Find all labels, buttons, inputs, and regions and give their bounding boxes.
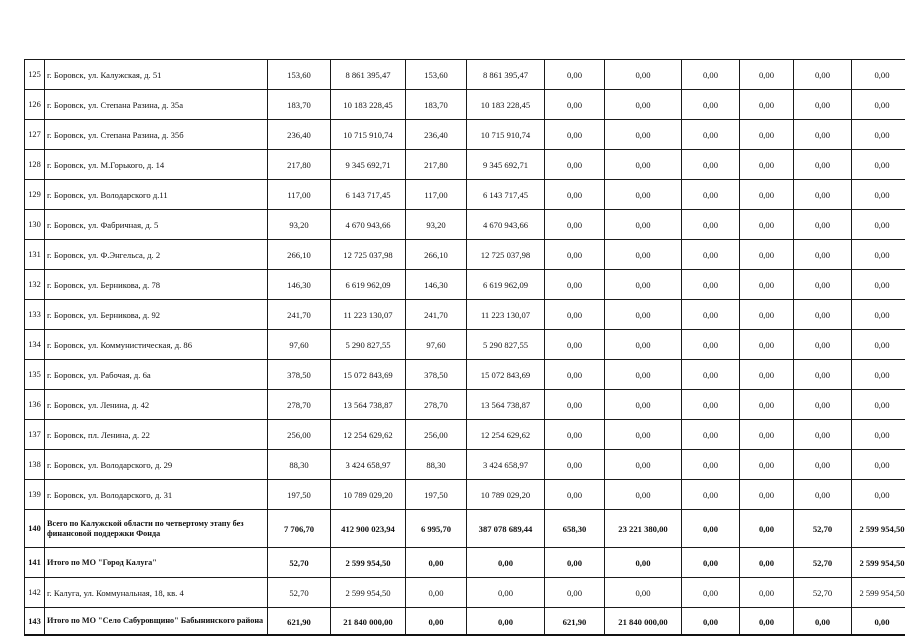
value-cell: 0,00 xyxy=(605,210,682,240)
value-cell: 93,20 xyxy=(406,210,467,240)
table-row xyxy=(25,480,905,510)
value-cell: 0,00 xyxy=(852,60,905,90)
table-row xyxy=(25,300,905,330)
value-cell: 0,00 xyxy=(605,330,682,360)
value-cell: 0,00 xyxy=(605,270,682,300)
value-cell: 0,00 xyxy=(740,120,794,150)
address-cell: Всего по Калужской области по четвертому этапу без финансовой поддержки Фонда xyxy=(45,510,268,548)
address-cell: г. Боровск, ул. Берникова, д. 78 xyxy=(45,270,268,300)
value-cell: 0,00 xyxy=(794,450,852,480)
value-cell: 387 078 689,44 xyxy=(467,510,545,548)
value-cell: 0,00 xyxy=(682,120,740,150)
value-cell: 256,00 xyxy=(406,420,467,450)
value-cell: 117,00 xyxy=(268,180,331,210)
value-cell: 0,00 xyxy=(682,300,740,330)
value-cell: 0,00 xyxy=(740,450,794,480)
value-cell: 6 143 717,45 xyxy=(467,180,545,210)
value-cell: 6 619 962,09 xyxy=(331,270,406,300)
address-cell: Итого по МО "Село Сабуровщино" Бабынинского района xyxy=(45,608,268,636)
value-cell: 21 840 000,00 xyxy=(605,608,682,636)
value-cell: 0,00 xyxy=(467,578,545,608)
address-cell: г. Калуга, ул. Коммунальная, 18, кв. 4 xyxy=(45,578,268,608)
value-cell: 256,00 xyxy=(268,420,331,450)
row-number: 139 xyxy=(25,480,45,510)
value-cell: 0,00 xyxy=(545,300,605,330)
value-cell: 197,50 xyxy=(406,480,467,510)
value-cell: 0,00 xyxy=(852,180,905,210)
table-row xyxy=(25,608,905,636)
value-cell: 0,00 xyxy=(545,120,605,150)
value-cell: 2 599 954,50 xyxy=(852,510,905,548)
value-cell: 0,00 xyxy=(467,608,545,636)
value-cell: 183,70 xyxy=(406,90,467,120)
value-cell: 10 789 029,20 xyxy=(331,480,406,510)
value-cell: 0,00 xyxy=(682,60,740,90)
value-cell: 0,00 xyxy=(682,510,740,548)
value-cell: 0,00 xyxy=(740,390,794,420)
value-cell: 12 725 037,98 xyxy=(467,240,545,270)
row-number: 130 xyxy=(25,210,45,240)
value-cell: 2 599 954,50 xyxy=(331,578,406,608)
value-cell: 5 290 827,55 xyxy=(331,330,406,360)
address-cell: г. Боровск, ул. Володарского, д. 29 xyxy=(45,450,268,480)
value-cell: 0,00 xyxy=(740,578,794,608)
value-cell: 12 725 037,98 xyxy=(331,240,406,270)
value-cell: 7 706,70 xyxy=(268,510,331,548)
value-cell: 3 424 658,97 xyxy=(331,450,406,480)
table-row xyxy=(25,270,905,300)
value-cell: 0,00 xyxy=(545,578,605,608)
value-cell: 23 221 380,00 xyxy=(605,510,682,548)
value-cell: 183,70 xyxy=(268,90,331,120)
value-cell: 0,00 xyxy=(852,270,905,300)
value-cell: 0,00 xyxy=(682,548,740,578)
value-cell: 0,00 xyxy=(740,150,794,180)
value-cell: 0,00 xyxy=(852,90,905,120)
value-cell: 0,00 xyxy=(545,548,605,578)
value-cell: 4 670 943,66 xyxy=(467,210,545,240)
value-cell: 8 861 395,47 xyxy=(331,60,406,90)
table-body xyxy=(25,60,905,636)
value-cell: 2 599 954,50 xyxy=(331,548,406,578)
value-cell: 0,00 xyxy=(682,180,740,210)
value-cell: 621,90 xyxy=(545,608,605,636)
value-cell: 217,80 xyxy=(268,150,331,180)
address-cell: г. Боровск, ул. Володарского, д. 31 xyxy=(45,480,268,510)
value-cell: 0,00 xyxy=(406,608,467,636)
value-cell: 0,00 xyxy=(682,150,740,180)
value-cell: 12 254 629,62 xyxy=(467,420,545,450)
table-row xyxy=(25,360,905,390)
value-cell: 0,00 xyxy=(682,210,740,240)
value-cell: 52,70 xyxy=(268,578,331,608)
value-cell: 0,00 xyxy=(682,270,740,300)
value-cell: 10 715 910,74 xyxy=(467,120,545,150)
value-cell: 0,00 xyxy=(682,360,740,390)
address-cell: Итого по МО "Город Калуга" xyxy=(45,548,268,578)
value-cell: 2 599 954,50 xyxy=(852,548,905,578)
value-cell: 0,00 xyxy=(852,480,905,510)
value-cell: 88,30 xyxy=(406,450,467,480)
address-cell: г. Боровск, ул. Степана Разина, д. 35б xyxy=(45,120,268,150)
value-cell: 266,10 xyxy=(268,240,331,270)
value-cell: 0,00 xyxy=(545,330,605,360)
value-cell: 52,70 xyxy=(794,510,852,548)
value-cell: 0,00 xyxy=(605,390,682,420)
value-cell: 0,00 xyxy=(740,480,794,510)
address-cell: г. Боровск, ул. Берникова, д. 92 xyxy=(45,300,268,330)
table-row xyxy=(25,210,905,240)
value-cell: 0,00 xyxy=(794,608,852,636)
table-row xyxy=(25,150,905,180)
value-cell: 0,00 xyxy=(682,390,740,420)
value-cell: 0,00 xyxy=(605,450,682,480)
value-cell: 658,30 xyxy=(545,510,605,548)
value-cell: 0,00 xyxy=(682,450,740,480)
table-row xyxy=(25,330,905,360)
value-cell: 0,00 xyxy=(545,390,605,420)
value-cell: 0,00 xyxy=(545,210,605,240)
value-cell: 236,40 xyxy=(406,120,467,150)
value-cell: 0,00 xyxy=(740,608,794,636)
value-cell: 146,30 xyxy=(268,270,331,300)
value-cell: 0,00 xyxy=(794,120,852,150)
value-cell: 0,00 xyxy=(794,210,852,240)
row-number: 127 xyxy=(25,120,45,150)
value-cell: 0,00 xyxy=(740,300,794,330)
value-cell: 0,00 xyxy=(852,608,905,636)
address-cell: г. Боровск, ул. Коммунистическая, д. 86 xyxy=(45,330,268,360)
value-cell: 0,00 xyxy=(605,548,682,578)
address-cell: г. Боровск, ул. Володарского д.11 xyxy=(45,180,268,210)
row-number: 134 xyxy=(25,330,45,360)
row-number: 138 xyxy=(25,450,45,480)
table-row xyxy=(25,420,905,450)
value-cell: 0,00 xyxy=(605,180,682,210)
value-cell: 0,00 xyxy=(740,360,794,390)
row-number: 135 xyxy=(25,360,45,390)
value-cell: 0,00 xyxy=(605,240,682,270)
value-cell: 217,80 xyxy=(406,150,467,180)
value-cell: 0,00 xyxy=(794,300,852,330)
value-cell: 0,00 xyxy=(794,180,852,210)
row-number: 128 xyxy=(25,150,45,180)
value-cell: 0,00 xyxy=(545,60,605,90)
value-cell: 117,00 xyxy=(406,180,467,210)
value-cell: 15 072 843,69 xyxy=(331,360,406,390)
row-number: 126 xyxy=(25,90,45,120)
value-cell: 0,00 xyxy=(605,360,682,390)
value-cell: 0,00 xyxy=(682,90,740,120)
value-cell: 0,00 xyxy=(852,120,905,150)
value-cell: 241,70 xyxy=(268,300,331,330)
value-cell: 0,00 xyxy=(545,90,605,120)
value-cell: 0,00 xyxy=(740,90,794,120)
value-cell: 0,00 xyxy=(852,240,905,270)
value-cell: 52,70 xyxy=(794,548,852,578)
table-row xyxy=(25,240,905,270)
value-cell: 0,00 xyxy=(794,60,852,90)
value-cell: 9 345 692,71 xyxy=(331,150,406,180)
value-cell: 0,00 xyxy=(794,330,852,360)
value-cell: 0,00 xyxy=(545,180,605,210)
value-cell: 0,00 xyxy=(605,150,682,180)
value-cell: 0,00 xyxy=(794,420,852,450)
table-row xyxy=(25,180,905,210)
value-cell: 0,00 xyxy=(545,150,605,180)
value-cell: 0,00 xyxy=(740,510,794,548)
table-row xyxy=(25,510,905,548)
value-cell: 621,90 xyxy=(268,608,331,636)
value-cell: 10 183 228,45 xyxy=(331,90,406,120)
value-cell: 10 715 910,74 xyxy=(331,120,406,150)
value-cell: 0,00 xyxy=(852,210,905,240)
value-cell: 6 995,70 xyxy=(406,510,467,548)
address-cell: г. Боровск, пл. Ленина, д. 22 xyxy=(45,420,268,450)
row-number: 137 xyxy=(25,420,45,450)
value-cell: 6 619 962,09 xyxy=(467,270,545,300)
value-cell: 0,00 xyxy=(740,548,794,578)
value-cell: 278,70 xyxy=(406,390,467,420)
row-number: 132 xyxy=(25,270,45,300)
value-cell: 0,00 xyxy=(545,270,605,300)
value-cell: 13 564 738,87 xyxy=(331,390,406,420)
address-cell: г. Боровск, ул. Фабричная, д. 5 xyxy=(45,210,268,240)
value-cell: 12 254 629,62 xyxy=(331,420,406,450)
housing-table-container xyxy=(24,59,905,636)
value-cell: 241,70 xyxy=(406,300,467,330)
value-cell: 0,00 xyxy=(852,330,905,360)
value-cell: 0,00 xyxy=(545,240,605,270)
row-number: 142 xyxy=(25,578,45,608)
value-cell: 0,00 xyxy=(682,608,740,636)
value-cell: 153,60 xyxy=(268,60,331,90)
value-cell: 0,00 xyxy=(794,270,852,300)
row-number: 125 xyxy=(25,60,45,90)
value-cell: 5 290 827,55 xyxy=(467,330,545,360)
value-cell: 0,00 xyxy=(740,420,794,450)
value-cell: 0,00 xyxy=(740,60,794,90)
address-cell: г. Боровск, ул. Калужская, д. 51 xyxy=(45,60,268,90)
value-cell: 0,00 xyxy=(605,480,682,510)
table-row xyxy=(25,60,905,90)
value-cell: 11 223 130,07 xyxy=(331,300,406,330)
value-cell: 0,00 xyxy=(852,360,905,390)
value-cell: 0,00 xyxy=(740,180,794,210)
value-cell: 10 183 228,45 xyxy=(467,90,545,120)
value-cell: 0,00 xyxy=(545,480,605,510)
value-cell: 0,00 xyxy=(682,240,740,270)
value-cell: 0,00 xyxy=(605,300,682,330)
value-cell: 0,00 xyxy=(605,90,682,120)
value-cell: 0,00 xyxy=(545,360,605,390)
table-row xyxy=(25,450,905,480)
value-cell: 93,20 xyxy=(268,210,331,240)
value-cell: 0,00 xyxy=(605,120,682,150)
value-cell: 3 424 658,97 xyxy=(467,450,545,480)
housing-table xyxy=(24,59,905,636)
value-cell: 0,00 xyxy=(794,90,852,120)
value-cell: 0,00 xyxy=(545,420,605,450)
value-cell: 97,60 xyxy=(406,330,467,360)
row-number: 140 xyxy=(25,510,45,548)
table-row xyxy=(25,578,905,608)
table-row xyxy=(25,120,905,150)
value-cell: 0,00 xyxy=(682,330,740,360)
value-cell: 153,60 xyxy=(406,60,467,90)
row-number: 141 xyxy=(25,548,45,578)
value-cell: 236,40 xyxy=(268,120,331,150)
value-cell: 0,00 xyxy=(794,480,852,510)
address-cell: г. Боровск, ул. Степана Разина, д. 35а xyxy=(45,90,268,120)
value-cell: 52,70 xyxy=(794,578,852,608)
value-cell: 0,00 xyxy=(467,548,545,578)
value-cell: 15 072 843,69 xyxy=(467,360,545,390)
value-cell: 0,00 xyxy=(794,240,852,270)
value-cell: 146,30 xyxy=(406,270,467,300)
value-cell: 412 900 023,94 xyxy=(331,510,406,548)
value-cell: 0,00 xyxy=(740,240,794,270)
row-number: 133 xyxy=(25,300,45,330)
table-row xyxy=(25,90,905,120)
address-cell: г. Боровск, ул. Ф.Энгельса, д. 2 xyxy=(45,240,268,270)
value-cell: 0,00 xyxy=(740,270,794,300)
table-row xyxy=(25,390,905,420)
value-cell: 52,70 xyxy=(268,548,331,578)
value-cell: 0,00 xyxy=(852,300,905,330)
value-cell: 0,00 xyxy=(852,420,905,450)
value-cell: 0,00 xyxy=(794,390,852,420)
value-cell: 97,60 xyxy=(268,330,331,360)
value-cell: 0,00 xyxy=(682,480,740,510)
table-row xyxy=(25,548,905,578)
value-cell: 0,00 xyxy=(794,150,852,180)
value-cell: 0,00 xyxy=(545,450,605,480)
value-cell: 9 345 692,71 xyxy=(467,150,545,180)
value-cell: 13 564 738,87 xyxy=(467,390,545,420)
value-cell: 0,00 xyxy=(682,578,740,608)
row-number: 143 xyxy=(25,608,45,636)
value-cell: 6 143 717,45 xyxy=(331,180,406,210)
address-cell: г. Боровск, ул. Ленина, д. 42 xyxy=(45,390,268,420)
value-cell: 0,00 xyxy=(682,420,740,450)
value-cell: 0,00 xyxy=(852,150,905,180)
value-cell: 2 599 954,50 xyxy=(852,578,905,608)
value-cell: 0,00 xyxy=(740,330,794,360)
value-cell: 278,70 xyxy=(268,390,331,420)
value-cell: 0,00 xyxy=(605,578,682,608)
row-number: 131 xyxy=(25,240,45,270)
value-cell: 10 789 029,20 xyxy=(467,480,545,510)
value-cell: 0,00 xyxy=(406,548,467,578)
value-cell: 0,00 xyxy=(740,210,794,240)
value-cell: 0,00 xyxy=(605,420,682,450)
value-cell: 0,00 xyxy=(605,60,682,90)
value-cell: 4 670 943,66 xyxy=(331,210,406,240)
value-cell: 0,00 xyxy=(852,390,905,420)
value-cell: 378,50 xyxy=(268,360,331,390)
value-cell: 88,30 xyxy=(268,450,331,480)
value-cell: 0,00 xyxy=(794,360,852,390)
value-cell: 0,00 xyxy=(406,578,467,608)
value-cell: 0,00 xyxy=(852,450,905,480)
address-cell: г. Боровск, ул. М.Горького, д. 14 xyxy=(45,150,268,180)
value-cell: 8 861 395,47 xyxy=(467,60,545,90)
value-cell: 11 223 130,07 xyxy=(467,300,545,330)
value-cell: 266,10 xyxy=(406,240,467,270)
value-cell: 21 840 000,00 xyxy=(331,608,406,636)
address-cell: г. Боровск, ул. Рабочая, д. 6а xyxy=(45,360,268,390)
value-cell: 378,50 xyxy=(406,360,467,390)
row-number: 136 xyxy=(25,390,45,420)
row-number: 129 xyxy=(25,180,45,210)
value-cell: 197,50 xyxy=(268,480,331,510)
